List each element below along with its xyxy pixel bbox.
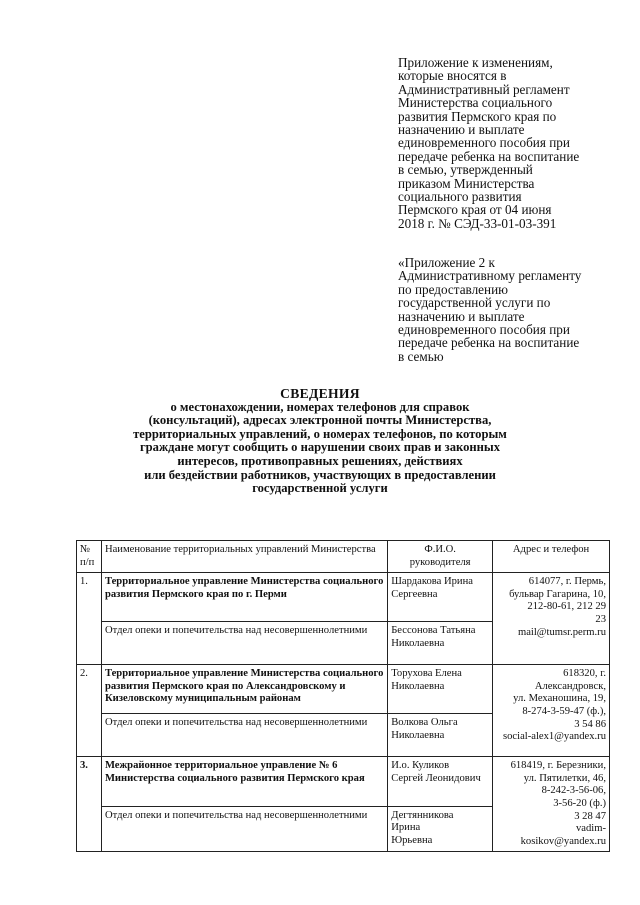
address-line: 3 28 47 bbox=[574, 810, 606, 822]
address-email: kosikov@yandex.ru bbox=[520, 835, 606, 847]
annex-line: Приложение к изменениям, bbox=[398, 55, 553, 70]
org-head-line: Николаевна bbox=[391, 680, 445, 692]
annex-line: Министерства социального bbox=[398, 95, 553, 111]
address-line: 23 bbox=[595, 613, 606, 625]
header-head bbox=[388, 541, 493, 573]
dept-name: Отдел опеки и попечительства над несовершеннолетними bbox=[101, 714, 387, 757]
address-line: бульвар Гагарина, 10, bbox=[509, 588, 606, 600]
annex2-line: передаче ребенка на воспитание bbox=[398, 335, 580, 351]
title-line: граждане могут сообщить о нарушении своих прав и законных bbox=[139, 440, 501, 455]
dept-head-line: Николаевна bbox=[391, 637, 445, 649]
annex-line: в семью, утвержденный bbox=[398, 162, 533, 178]
address-line: 8-274-3-59-47 (ф.), bbox=[522, 705, 606, 717]
annex2-line: по предоставлению bbox=[398, 281, 508, 297]
header-name: Наименование территориальных управлений Министерства bbox=[101, 541, 387, 573]
annex-line: назначению и выплате bbox=[398, 122, 525, 138]
address-email: vadim- bbox=[575, 823, 606, 835]
annex2-line: единовременного пособия при bbox=[398, 322, 570, 338]
annex-line: передаче ребенка на воспитание bbox=[398, 148, 580, 164]
org-name: Территориальное управление Министерства социального развития Пермского края по г. Перми bbox=[101, 573, 387, 622]
annex-note bbox=[398, 56, 618, 230]
address-line: 614077, г. Пермь, bbox=[528, 576, 606, 588]
row-number: 2. bbox=[77, 665, 102, 757]
contacts-table bbox=[76, 540, 610, 852]
header-num bbox=[77, 541, 102, 573]
annex2-line: назначению и выплате bbox=[398, 308, 525, 324]
header-head-line: Ф.И.О. bbox=[424, 544, 456, 555]
annex2-line: государственной услуги по bbox=[398, 295, 551, 311]
address-line: 8-242-3-56-06, bbox=[541, 785, 606, 797]
title-line: (консультаций), адресах электронной почты Министерства, bbox=[148, 413, 492, 428]
dept-head-line: Волкова Ольга bbox=[391, 717, 458, 729]
org-head-line: Шардакова Ирина bbox=[391, 576, 473, 588]
address-cell bbox=[493, 665, 610, 757]
row-number: 1. bbox=[77, 573, 102, 665]
annex-line: единовременного пособия при bbox=[398, 135, 570, 151]
annex-line: Административный регламент bbox=[398, 81, 570, 97]
address-line: 618419, г. Березники, bbox=[510, 760, 606, 772]
header-head-line: руководителя bbox=[409, 556, 471, 568]
annex2-line: в семью bbox=[398, 348, 444, 364]
document-title bbox=[0, 387, 640, 496]
dept-name: Отдел опеки и попечительства над несовершеннолетними bbox=[101, 806, 387, 851]
annex-line: приказом Министерства bbox=[398, 175, 535, 191]
address-line: 3-56-20 (ф.) bbox=[553, 797, 606, 809]
annex2-line: Административному регламенту bbox=[398, 268, 582, 284]
table-row bbox=[77, 573, 610, 622]
address-email: social-alex1@yandex.ru bbox=[503, 731, 606, 743]
org-head-line: Сергеевна bbox=[391, 588, 438, 600]
title-line: территориальных управлений, о номерах телефонов, по которым bbox=[133, 426, 507, 441]
dept-head-line: Николаевна bbox=[391, 729, 445, 741]
address-line: ул. Механошина, 19, bbox=[513, 693, 606, 705]
dept-head-line: Дегтянникова bbox=[391, 809, 454, 821]
row-number: 3. bbox=[77, 757, 102, 852]
dept-head-line: Юрьевна bbox=[391, 835, 433, 847]
header-num-line: № bbox=[80, 544, 91, 555]
annex2-line: «Приложение 2 к bbox=[398, 255, 495, 270]
annex-line: Пермского края от 04 июня bbox=[398, 202, 552, 218]
dept-head-line: Бессонова Татьяна bbox=[391, 625, 476, 637]
annex2-note bbox=[398, 256, 618, 363]
dept-head-line: Ирина bbox=[391, 822, 421, 834]
org-name: Территориальное управление Министерства социального развития Пермского края по Александровскому и Кизеловскому муниципальным районам bbox=[101, 665, 387, 714]
table-row bbox=[77, 665, 610, 714]
org-head-line: И.о. Куликов bbox=[391, 760, 450, 772]
title-heading: СВЕДЕНИЯ bbox=[280, 386, 360, 401]
title-line: государственной услуги bbox=[252, 481, 388, 496]
annex-line: которые вносятся в bbox=[398, 68, 507, 84]
annex-line: развития Пермского края по bbox=[398, 108, 557, 124]
address-line: Александровск, bbox=[534, 680, 606, 692]
org-head bbox=[388, 573, 493, 622]
dept-name: Отдел опеки и попечительства над несовершеннолетними bbox=[101, 622, 387, 665]
org-head-line: Сергей Леонидович bbox=[391, 772, 481, 784]
title-line: интересов, противоправных решениях, действиях bbox=[177, 453, 463, 468]
dept-head bbox=[388, 714, 493, 757]
table-header-row bbox=[77, 541, 610, 573]
address-line: 618320, г. bbox=[563, 668, 606, 680]
annex-line: 2018 г. № СЭД-33-01-03-391 bbox=[398, 215, 557, 231]
org-head-line: Торухова Елена bbox=[391, 668, 462, 680]
org-name: Межрайонное территориальное управление № 6 Министерства социального развития Пермского края bbox=[101, 757, 387, 807]
title-line: о местонахождении, номерах телефонов для справок bbox=[170, 399, 470, 414]
org-head bbox=[388, 757, 493, 807]
address-cell bbox=[493, 573, 610, 665]
table-row bbox=[77, 757, 610, 807]
address-line: 212-80-61, 212 29 bbox=[527, 601, 606, 613]
dept-head bbox=[388, 622, 493, 665]
address-cell bbox=[493, 757, 610, 852]
title-line: или бездействии работников, участвующих в предоставлении bbox=[144, 467, 496, 482]
address-email: mail@tumsr.perm.ru bbox=[517, 626, 606, 638]
header-address: Адрес и телефон bbox=[493, 541, 610, 573]
header-num-line: п/п bbox=[80, 556, 95, 568]
annex-line: социального развития bbox=[398, 189, 522, 205]
dept-head bbox=[388, 806, 493, 851]
address-line: 3 54 86 bbox=[574, 718, 606, 730]
address-line: ул. Пятилетки, 46, bbox=[523, 772, 606, 784]
org-head bbox=[388, 665, 493, 714]
